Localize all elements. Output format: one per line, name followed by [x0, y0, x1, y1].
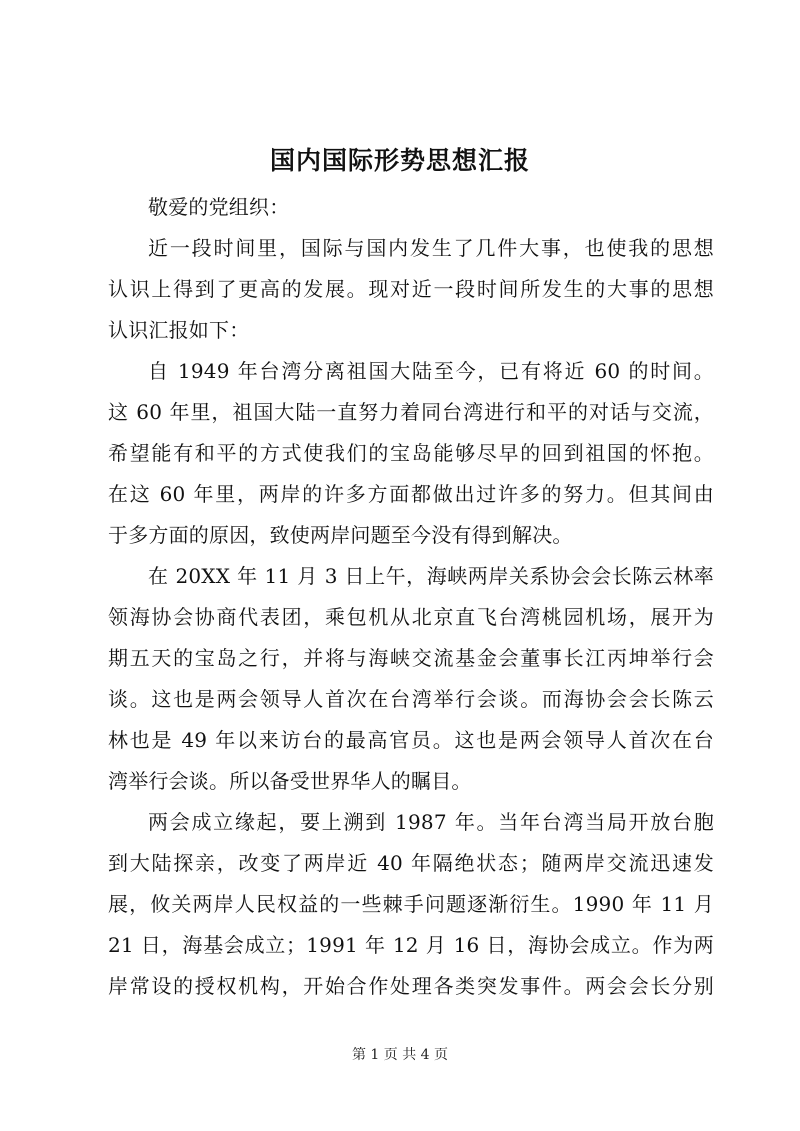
body-line: 认识汇报如下：: [108, 318, 250, 342]
body-line: 近一段时间里，国际与国内发生了几件大事，也使我的思想: [148, 236, 714, 260]
body-line: 谈。这也是两会领导人首次在台湾举行会谈。而海协会会长陈云: [108, 687, 714, 711]
body-line: 21 日，海基会成立；1991 年 12 月 16 日，海协会成立。作为两: [108, 933, 714, 957]
body-line: 到大陆探亲，改变了两岸近 40 年隔绝状态；随两岸交流迅速发: [108, 851, 714, 875]
body-line: 在 20XX 年 11 月 3 日上午，海峡两岸关系协会会长陈云林率: [148, 564, 714, 588]
document-title: 国内国际形势思想汇报: [269, 146, 530, 175]
body-line: 这 60 年里，祖国大陆一直努力着同台湾进行和平的对话与交流，: [108, 400, 714, 424]
body-line: 湾举行会谈。所以备受世界华人的瞩目。: [108, 769, 472, 793]
body-line: 自 1949 年台湾分离祖国大陆至今，已有将近 60 的时间。: [148, 359, 714, 383]
body-line: 领海协会协商代表团，乘包机从北京直飞台湾桃园机场，展开为: [108, 605, 714, 629]
body-line: 希望能有和平的方式使我们的宝岛能够尽早的回到祖国的怀抱。: [108, 441, 714, 465]
body-line: 展，攸关两岸人民权益的一些棘手问题逐渐衍生。1990 年 11 月: [108, 892, 714, 916]
body-line: 两会成立缘起，要上溯到 1987 年。当年台湾当局开放台胞: [148, 810, 714, 834]
body-line: 期五天的宝岛之行，并将与海峡交流基金会董事长江丙坤举行会: [108, 646, 714, 670]
body-line: 于多方面的原因，致使两岸问题至今没有得到解决。: [108, 523, 573, 547]
body-line: 林也是 49 年以来访台的最高官员。这也是两会领导人首次在台: [108, 728, 714, 752]
page-footer: 第 1 页 共 4 页: [351, 1047, 449, 1063]
document-body: [108, 187, 714, 1007]
body-line: 岸常设的授权机构，开始合作处理各类突发事件。两会会长分别: [108, 974, 714, 998]
body-line: 在这 60 年里，两岸的许多方面都做出过许多的努力。但其间由: [108, 482, 714, 506]
body-line: 认识上得到了更高的发展。现对近一段时间所发生的大事的思想: [108, 277, 714, 301]
salutation-line: 敬爱的党组织：: [148, 195, 290, 219]
